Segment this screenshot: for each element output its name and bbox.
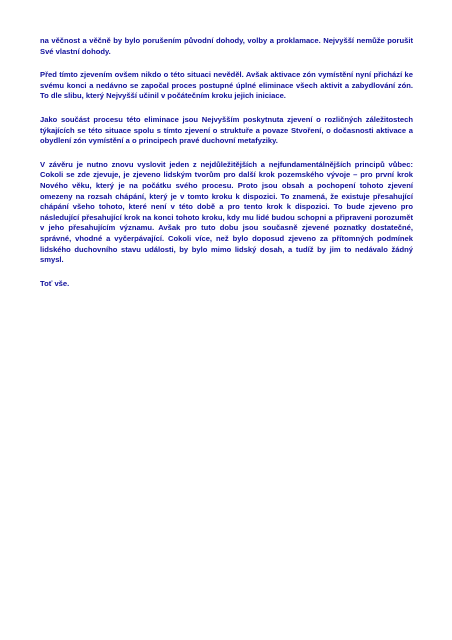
paragraph-2: Před tímto zjevením ovšem nikdo o této situaci nevěděl. Avšak aktivace zón vymístění nyní přichází ke svému konci a nedávno se započal proces postupné úplné eliminace všech aktivit a zabydlování zón. To dle slibu, který Nejvyšší učinil v počátečním kroku jejich iniciace. <box>40 70 413 101</box>
document-body <box>40 36 413 302</box>
paragraph-3: Jako součást procesu této eliminace jsou Nejvyšším poskytnuta zjevení o rozličných záležitostech týkajících se této situace spolu s tímto zjevení o struktuře a povaze Stvoření, o dočasnosti aktivace a obydlení zón vymístění a o principech pravé duchovní metafyziky. <box>40 114 413 146</box>
paragraph-4: V závěru je nutno znovu vyslovit jeden z nejdůležitějších a nejfundamentálnějších principů vůbec: Cokoli se zde zjevuje, je zjeveno lidským tvorům pro další krok pozemského vývoje – pro první krok Nového věku, který je na počátku svého procesu. Proto jsou obsah a pochopení tohoto zjevení omezeny na rozsah chápání, který je v tomto kroku k dispozici. To znamená, že existuje přesahující chápání všeho tohoto, které není v této době a pro tento krok k dispozici. To bude zjeveno pro následující přesahující krok na konci tohoto kroku, kdy mu lidé budou schopni a připraveni porozumět v jeho přesahujícím významu. Avšak pro tuto dobu jsou současně zjevené poznatky dostatečné, správné, vhodné a vyčerpávající. Cokoli více, než bylo doposud zjeveno za přítomných podmínek lidského duchovního stavu události, by bylo mimo lidský dosah, a tudíž by jim to nedávalo žádný smysl. <box>40 159 413 265</box>
paragraph-1: na věčnost a věčně by bylo porušením původní dohody, volby a proklamace. Nejvyšší nemůže porušit Své vlastní dohody. <box>40 36 413 56</box>
paragraph-5: Toť vše. <box>40 278 70 288</box>
